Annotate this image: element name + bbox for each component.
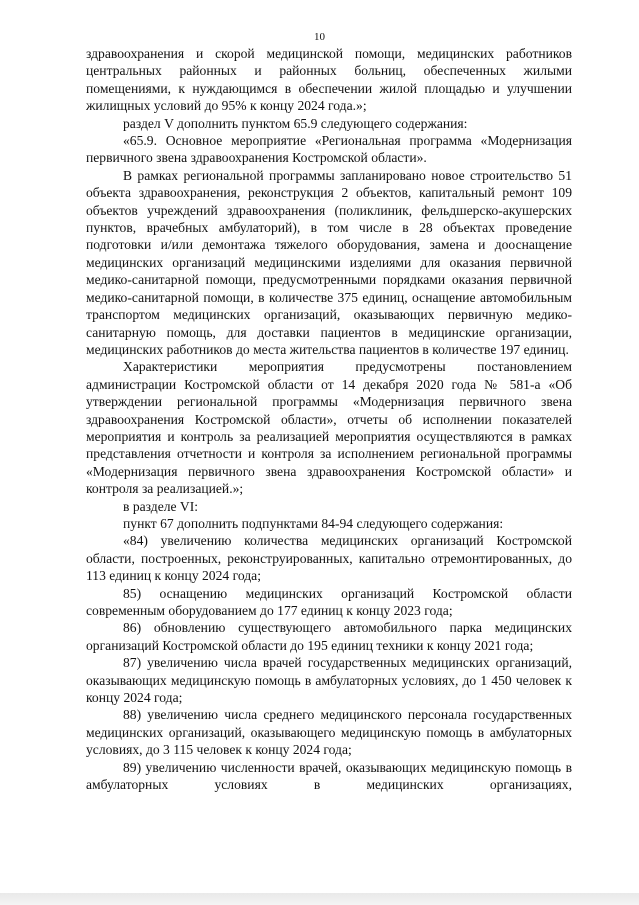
document-body bbox=[86, 45, 572, 793]
list-item-87: 87) увеличению числа врачей государственных медицинских организаций, оказывающих медицинскую помощь в амбулаторных условиях, до 1 450 человек к концу 2024 года; bbox=[86, 655, 572, 706]
page-number: 10 bbox=[314, 31, 325, 43]
list-item-84: «84) увеличению количества медицинских организаций Костромской области, построенных, реконструированных, капитально отремонтированных, до 113 единиц к концу 2024 года; bbox=[86, 533, 572, 584]
list-item-88: 88) увеличению числа среднего медицинского персонала государственных медицинских организаций, оказывающего медицинскую помощь в амбулаторных условиях, до 3 115 человек к концу 2024 года; bbox=[86, 707, 572, 758]
paragraph-section-vi: в разделе VI: bbox=[123, 498, 199, 514]
paragraph-program-scope: В рамках региональной программы запланировано новое строительство 51 объекта здравоохранения, реконструкция 2 объектов, капитальный ремонт 109 объектов учреждений здравоохранения (поликлиник, фельдшерско-акушерских пунктов, врачебных амбулаторий), в том числе в 28 объектах проведение подготовки и/или демонтажа тяжелого оборудования, замена и дооснащение медицинских организаций медицинскими изделиями для оказания первичной медико-санитарной помощи, предусмотренными порядками оказания первичной медико-санитарной помощи, в количестве 375 единиц, оснащение автомобильным транспортом медицинских организаций, оказывающих первичную медико-санитарную помощь, для доставки пациентов в медицинские организации, медицинских работников до места жительства пациентов в количестве 197 единиц. bbox=[86, 167, 572, 357]
paragraph-item-65-9-title: «65.9. Основное мероприятие «Региональная программа «Модернизация первичного звена здравоохранения Костромской области». bbox=[86, 133, 572, 166]
list-item-86: 86) обновлению существующего автомобильного парка медицинских организаций Костромской области до 195 единиц техники к концу 2021 года; bbox=[86, 620, 572, 653]
paragraph-program-characteristics: Характеристики мероприятия предусмотрены постановлением администрации Костромской области от 14 декабря 2020 года № 581-а «Об утверждении региональной программы «Модернизация первичного звена здравоохранения Костромской области», отчеты об исполнении показателей мероприятия и контроль за реализацией мероприятия осуществляются в рамках представления отчетности и контроля за исполнением региональной программы «Модернизация первичного звена здравоохранения Костромской области» и контроля за реализацией.»; bbox=[86, 359, 572, 497]
list-item-85: 85) оснащению медицинских организаций Костромской области современным оборудованием до 177 единиц к концу 2023 года; bbox=[86, 585, 572, 618]
list-item-89: 89) увеличению численности врачей, оказывающих медицинскую помощь в амбулаторных условиях в медицинских организациях, bbox=[86, 759, 572, 793]
page-bottom-edge bbox=[0, 893, 639, 905]
paragraph-section-v-intro: раздел V дополнить пунктом 65.9 следующего содержания: bbox=[123, 115, 468, 131]
paragraph-housing-continuation: здравоохранения и скорой медицинской помощи, медицинских работников центральных районных и районных больниц, обеспеченных жилыми помещениями, к нуждающимся в обеспечении жилой площадью и улучшении жилищных условий до 95% к концу 2024 года.»; bbox=[86, 46, 572, 114]
paragraph-item-67-intro: пункт 67 дополнить подпунктами 84-94 следующего содержания: bbox=[123, 515, 504, 531]
